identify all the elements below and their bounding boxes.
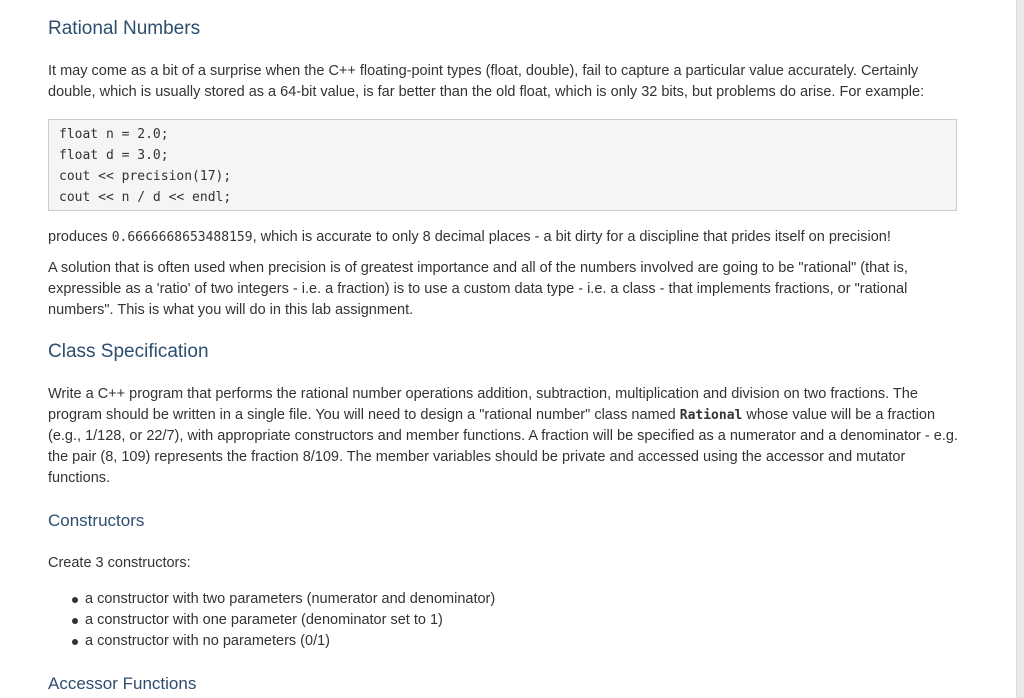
- code-line: float d = 3.0;: [59, 148, 169, 163]
- bullet-icon: [72, 639, 78, 645]
- heading-accessor-functions: Accessor Functions: [48, 674, 197, 693]
- list-item: [48, 610, 948, 631]
- intro-paragraph: It may come as a bit of a surprise when the C++ floating-point types (float, double), fail to capture a particular value accurately. Certainly double, which is usually stored as a 64-bit value, is far better than the old float, which is only 32 bits, but problems do arise. For example:: [48, 63, 925, 100]
- class-spec-paragraph: [48, 384, 960, 489]
- code-line: cout << precision(17);: [59, 169, 232, 184]
- code-line: float n = 2.0;: [59, 127, 169, 142]
- list-item: [48, 589, 948, 610]
- heading-rational-numbers: Rational Numbers: [48, 18, 201, 39]
- list-item-text: a constructor with no parameters (0/1): [85, 633, 330, 649]
- code-line: cout << n / d << endl;: [59, 190, 232, 205]
- heading-class-specification: Class Specification: [48, 341, 209, 362]
- heading-constructors: Constructors: [48, 511, 145, 530]
- list-item-text: a constructor with one parameter (denominator set to 1): [85, 612, 443, 628]
- bullet-icon: [72, 618, 78, 624]
- scrollbar-track[interactable]: [1016, 0, 1024, 698]
- class-spec-text-before: Write a C++ program that performs the rational number operations addition, subtraction, multiplication and division on two fractions. The program should be written in a single file. You will need to design a "rational number" class named: [48, 386, 918, 423]
- class-name-code: Rational: [679, 408, 743, 423]
- list-item-text: a constructor with two parameters (numerator and denominator): [85, 591, 496, 607]
- solution-paragraph: A solution that is often used when precision is of greatest importance and all of the numbers involved are going to be "rational" (that is, expressible as a 'ratio' of two integers - i.e. a fraction) is to use a custom data type - i.e. a class - that implements fractions, or "rational numbers". This is what you will do in this lab assignment.: [48, 260, 908, 318]
- produces-suffix: , which is accurate to only 8 decimal places - a bit dirty for a discipline that prides itself on precision!: [252, 229, 891, 245]
- class-spec-text-after: whose value will be a fraction (e.g., 1/128, or 22/7), with appropriate constructors and member functions. A fraction will be specified as a numerator and a denominator - e.g. the pair (8, 109) represents the fraction 8/109. The member variables should be private and accessed using the accessor and mutator functions.: [48, 407, 958, 486]
- list-item: [48, 631, 948, 652]
- produces-paragraph: [48, 227, 960, 248]
- constructors-list: [48, 589, 948, 652]
- produces-prefix: produces: [48, 229, 112, 245]
- bullet-icon: [72, 597, 78, 603]
- produces-value: 0.6666668653488159: [111, 230, 253, 245]
- code-block: [48, 119, 957, 211]
- constructors-intro: Create 3 constructors:: [48, 555, 191, 571]
